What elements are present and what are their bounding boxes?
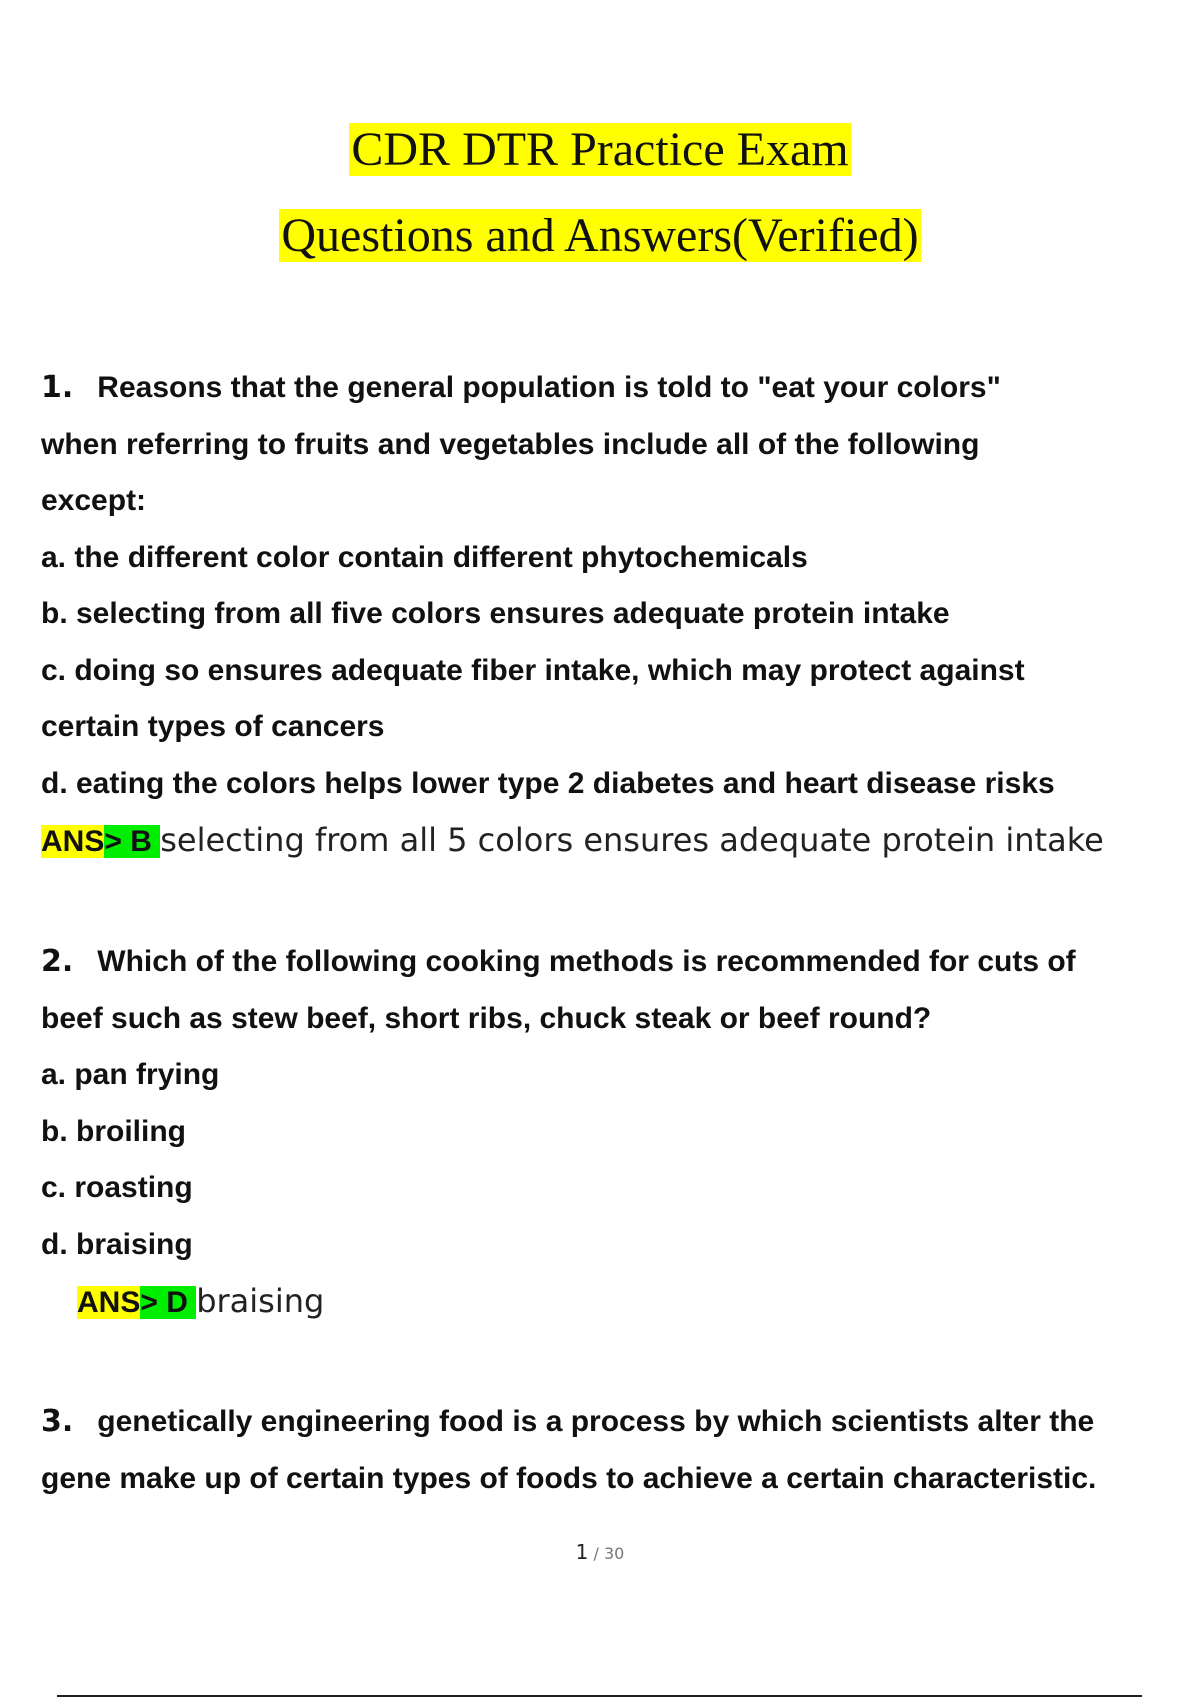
answer-2-label-suffix: > D (140, 1286, 197, 1319)
page-bottom-divider (57, 1695, 1142, 1697)
question-1-line-1 (41, 360, 1171, 417)
answer-2-label-prefix: ANS (77, 1286, 141, 1319)
question-1-answer (41, 812, 1171, 871)
question-1-text-2: when referring to fruits and vegetables include all of the following (41, 427, 980, 461)
page-current: 1 (575, 1540, 589, 1564)
answer-1-label-prefix: ANS (41, 825, 105, 858)
question-3-text-1: genetically engineering food is a process by which scientists alter the (97, 1405, 1095, 1438)
question-2-number: 2. (41, 944, 74, 979)
document-subtitle (0, 208, 1200, 264)
page-total: / 30 (588, 1544, 625, 1563)
answer-2-text: braising (196, 1282, 325, 1320)
answer-1-text: selecting from all 5 colors ensures adequate protein intake (160, 821, 1104, 859)
question-2-text-1: Which of the following cooking methods is recommended for cuts of (97, 945, 1076, 978)
question-2-text-2: beef such as stew beef, short ribs, chuck steak or beef round? (41, 1001, 932, 1035)
question-3-line-1 (41, 1394, 1171, 1451)
question-3 (41, 1394, 1171, 1507)
question-3-text-2: gene make up of certain types of foods to achieve a certain characteristic. (41, 1461, 1097, 1495)
question-2-option-c: c. roasting (41, 1171, 193, 1204)
title-line-1: CDR DTR Practice Exam (351, 123, 849, 176)
question-2-option-b: b. broiling (41, 1114, 186, 1148)
answer-1-label-suffix: > B (104, 825, 161, 858)
question-1-option-d: d. eating the colors helps lower type 2 diabetes and heart disease risks (41, 766, 1055, 800)
question-2-line-1 (41, 934, 1171, 991)
question-1-option-c-cont: certain types of cancers (41, 710, 385, 743)
question-2-option-a: a. pan frying (41, 1058, 220, 1091)
question-1-option-c: c. doing so ensures adequate fiber intake, which may protect against (41, 653, 1025, 687)
question-1-option-b: b. selecting from all five colors ensures adequate protein intake (41, 597, 950, 630)
question-3-number: 3. (41, 1404, 74, 1439)
question-1-text-1: Reasons that the general population is told to "eat your colors" (97, 371, 1001, 404)
page-indicator (0, 1540, 1200, 1564)
question-1-option-a: a. the different color contain different phytochemicals (41, 540, 808, 574)
question-2-answer (41, 1273, 1171, 1332)
question-2 (41, 934, 1171, 1332)
title-line-2: Questions and Answers(Verified) (281, 209, 919, 262)
question-2-option-d: d. braising (41, 1227, 193, 1261)
document-title (0, 122, 1200, 178)
question-1 (41, 360, 1171, 871)
question-1-number: 1. (41, 370, 74, 405)
question-1-text-3: except: (41, 484, 147, 517)
